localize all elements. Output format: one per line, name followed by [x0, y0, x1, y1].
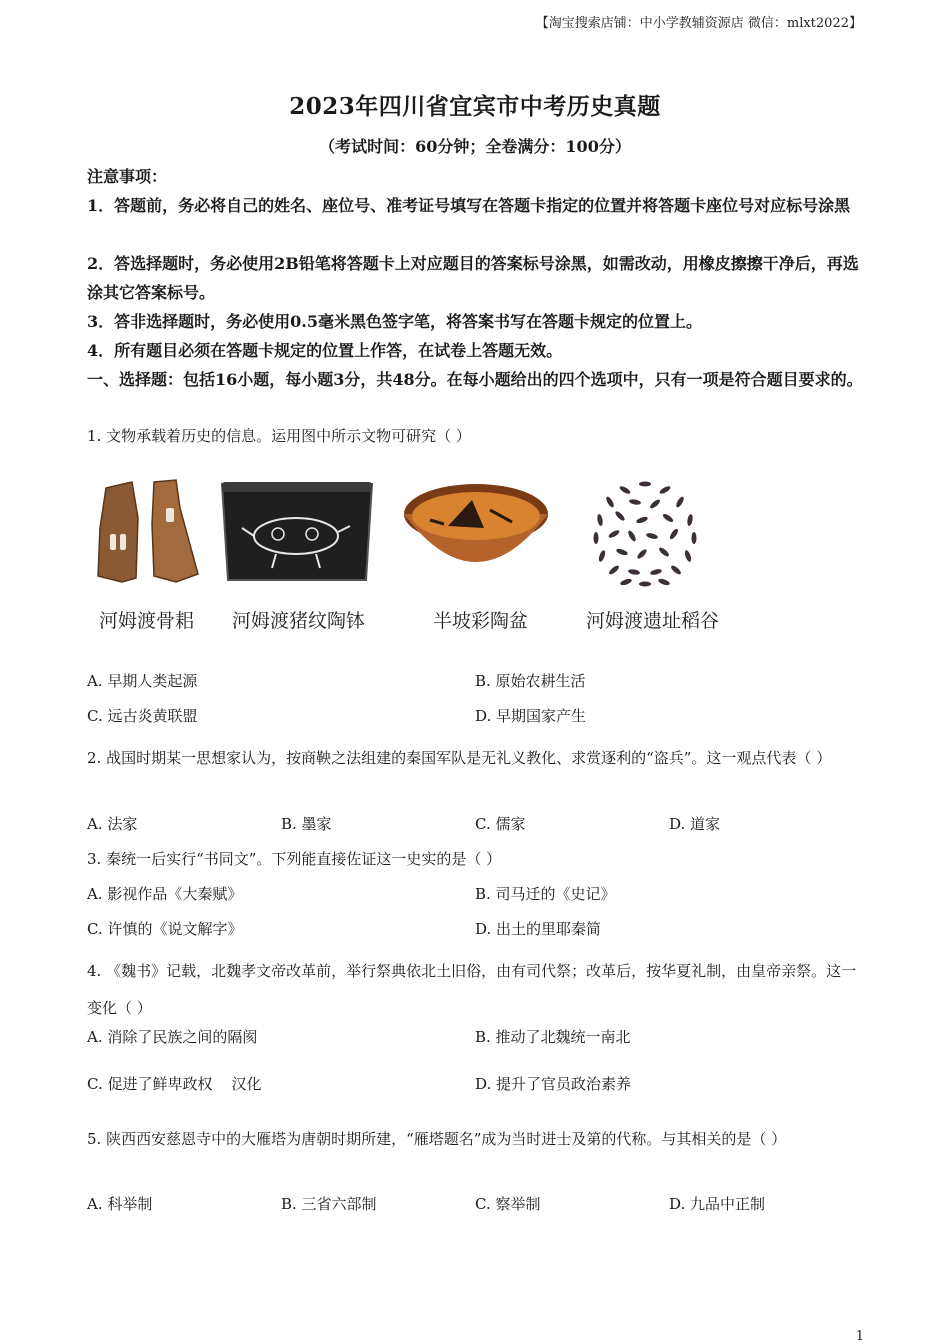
question-5-stem: 5. 陕西西安慈恩寺中的大雁塔为唐朝时期所建，“雁塔题名”成为当时进士及第的代称。与其相关的是（ ）	[87, 1130, 787, 1148]
q2-option-a: A. 法家	[87, 815, 138, 833]
notice-heading: 注意事项：	[87, 167, 168, 186]
question-3-stem: 3. 秦统一后实行“书同文”。下列能直接佐证这一史实的是（ ）	[87, 850, 502, 868]
q5-option-c: C. 察举制	[475, 1195, 541, 1213]
q2-option-b: B. 墨家	[281, 815, 332, 833]
q1-option-d: D. 早期国家产生	[475, 707, 587, 725]
notice-item-4: 4．所有题目必须在答题卡规定的位置上作答，在试卷上答题无效。	[87, 341, 563, 360]
caption-painted-basin: 半坡彩陶盆	[433, 610, 529, 632]
q4-option-b: B. 推动了北魏统一南北	[475, 1028, 631, 1046]
q1-option-c: C. 远古炎黄联盟	[87, 707, 198, 725]
painted-pottery-basin-image	[400, 470, 552, 588]
q2-option-d: D. 道家	[669, 815, 721, 833]
page-title: 2023年四川省宜宾市中考历史真题	[289, 93, 661, 120]
q5-option-b: B. 三省六部制	[281, 1195, 377, 1213]
q4-option-d: D. 提升了官员政治素养	[475, 1075, 632, 1093]
q3-option-a: A. 影视作品《大秦赋》	[87, 885, 243, 903]
question-2-stem: 2. 战国时期某一思想家认为，按商鞅之法组建的秦国军队是无礼义教化、求赏逐利的“盗兵”。这一观点代表（ ）	[87, 749, 832, 767]
pig-pattern-bowl-image	[216, 476, 378, 588]
q1-option-a: A. 早期人类起源	[87, 672, 198, 690]
q5-option-a: A. 科举制	[87, 1195, 153, 1213]
header-note: 【淘宝搜索店铺：中小学教辅资源店 微信：mlxt2022】	[535, 16, 862, 31]
page-subtitle: （考试时间：60分钟；全卷满分：100分）	[319, 137, 631, 156]
q1-option-b: B. 原始农耕生活	[475, 672, 586, 690]
q4-option-a: A. 消除了民族之间的隔阂	[87, 1028, 258, 1046]
page-number: 1	[855, 1329, 864, 1344]
notice-item-2: 2．答选择题时，务必使用2B铅笔将答题卡上对应题目的答案标号涂黑，如需改动，用橡皮擦擦干净后，再选涂其它答案标号。	[87, 254, 859, 302]
question-4-stem: 4. 《魏书》记载，北魏孝文帝改革前，举行祭典依北土旧俗，由有司代祭；改革后，按华夏礼制，由皇帝亲祭。这一变化（ ）	[87, 962, 857, 1017]
notice-item-3: 3．答非选择题时，务必使用0.5毫米黑色签字笔，将答案书写在答题卡规定的位置上。	[87, 312, 702, 331]
q3-option-c: C. 许慎的《说文解字》	[87, 920, 243, 938]
bone-spade-image	[92, 478, 204, 588]
notice-item-1: 1．答题前，务必将自己的姓名、座位号、准考证号填写在答题卡指定的位置并将答题卡座位号对应标号涂黑	[87, 196, 851, 215]
question-1-stem: 1. 文物承载着历史的信息。运用图中所示文物可研究（ ）	[87, 427, 471, 445]
q2-option-c: C. 儒家	[475, 815, 526, 833]
rice-grains-image	[580, 472, 710, 592]
q3-option-d: D. 出土的里耶秦简	[475, 920, 602, 938]
q3-option-b: B. 司马迁的《史记》	[475, 885, 616, 903]
section-heading: 一、选择题：包括16小题，每小题3分，共48分。在每小题给出的四个选项中，只有一项是符合题目要求的。	[87, 370, 863, 389]
q5-option-d: D. 九品中正制	[669, 1195, 766, 1213]
caption-rice: 河姆渡遗址稻谷	[586, 610, 720, 632]
caption-bone-spade: 河姆渡骨耜	[99, 610, 195, 632]
caption-pig-bowl: 河姆渡猪纹陶钵	[232, 610, 366, 632]
q4-option-c: C. 促进了鲜卑政权 汉化	[87, 1075, 262, 1093]
